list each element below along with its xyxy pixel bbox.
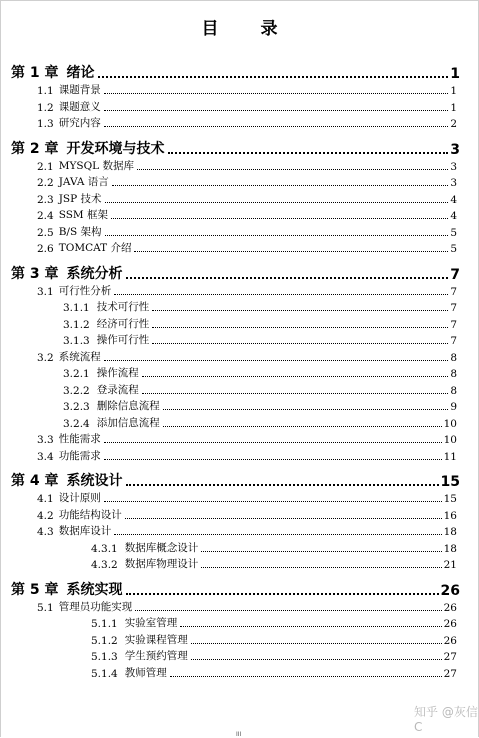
toc-entry[interactable] <box>0 599 479 614</box>
toc-entry-page: 21 <box>443 559 457 571</box>
toc-entry[interactable] <box>0 191 479 206</box>
toc-entry[interactable] <box>0 490 479 505</box>
toc-entry-number: 第 2 章 <box>11 140 59 157</box>
toc-entry-title: 性能需求 <box>58 433 101 445</box>
toc-entry-page: 26 <box>443 618 457 630</box>
toc-entry[interactable] <box>0 556 479 571</box>
dot-leader <box>168 152 449 154</box>
toc-entry[interactable] <box>0 240 479 255</box>
toc-entry-number: 2.5 <box>37 226 54 239</box>
toc-entry-title: B/S 架构 <box>58 225 102 238</box>
toc-entry-title: 实验课程管理 <box>124 633 188 646</box>
toc-entry-page: 26 <box>443 601 457 614</box>
toc-entry-title: 添加信息流程 <box>96 416 160 429</box>
toc-entry-page: 26 <box>440 582 460 599</box>
toc-entry[interactable] <box>0 632 479 647</box>
toc-entry-page: 8 <box>450 384 457 397</box>
toc-entry-page: 16 <box>443 509 457 522</box>
toc-entry-title: 课题意义 <box>58 100 101 113</box>
toc-entry-number: 4.3.1 <box>91 542 118 555</box>
toc-entry-title: 绪论 <box>66 65 95 81</box>
dot-leader <box>104 459 442 460</box>
toc-entry-title: 可行性分析 <box>58 284 112 297</box>
toc-entry-page: 27 <box>443 667 457 680</box>
toc-entry[interactable] <box>0 138 479 158</box>
toc-entry-page: 27 <box>443 651 457 663</box>
dot-leader <box>142 376 449 377</box>
dot-leader <box>137 169 448 170</box>
toc-entry[interactable] <box>0 62 479 82</box>
dot-leader <box>114 294 448 295</box>
toc-entry-number: 1.1 <box>37 85 54 97</box>
toc-entry-title: 经济可行性 <box>96 317 150 330</box>
dot-leader <box>152 310 448 311</box>
toc-entry-page: 8 <box>450 351 457 364</box>
toc-entry-page: 1 <box>450 101 457 114</box>
toc-entry[interactable] <box>0 263 479 283</box>
toc-entry-number: 2.1 <box>37 160 54 173</box>
toc-entry-number: 3.3 <box>37 434 54 446</box>
dot-leader <box>111 218 448 219</box>
toc-entry-page: 5 <box>450 243 457 255</box>
toc-entry-number: 第 1 章 <box>11 65 59 81</box>
toc-entry-title: 数据库设计 <box>58 525 112 537</box>
toc-entry[interactable] <box>0 365 479 380</box>
toc-entry-number: 5.1 <box>37 601 54 614</box>
toc-entry[interactable] <box>0 448 479 463</box>
toc-entry-title: SSM 框架 <box>58 209 108 221</box>
toc-entry-page: 1 <box>450 66 460 82</box>
dot-leader <box>105 202 449 203</box>
toc-entry-page: 26 <box>443 634 457 647</box>
toc-entry-number: 3.1 <box>37 285 54 298</box>
toc-entry-page: 11 <box>443 450 457 463</box>
toc-entry-number: 3.2.4 <box>63 417 90 430</box>
dot-leader <box>125 518 442 519</box>
toc-entry-number: 4.3.2 <box>91 559 118 571</box>
toc-entry[interactable] <box>0 431 479 446</box>
toc-entry-title: JAVA 语言 <box>58 176 109 188</box>
toc-entry[interactable] <box>0 207 479 222</box>
toc-entry-number: 4.3 <box>37 526 54 538</box>
toc-entry-title: 实验室管理 <box>124 617 178 629</box>
toc-entry-page: 9 <box>450 401 457 413</box>
dot-leader <box>191 659 442 660</box>
toc-entry-number: 4.2 <box>37 509 54 522</box>
toc-entry-page: 10 <box>443 417 457 430</box>
dot-leader <box>104 501 442 502</box>
toc-entry[interactable] <box>0 579 479 599</box>
toc-entry-number: 1.2 <box>37 101 54 114</box>
toc-entry-page: 4 <box>450 210 457 222</box>
toc-entry-number: 4.1 <box>37 493 54 505</box>
dot-leader <box>170 676 442 677</box>
toc-entry-number: 5.1.3 <box>91 651 118 663</box>
toc-entry-title: 系统分析 <box>66 265 123 282</box>
toc-entry-number: 3.2 <box>37 351 54 364</box>
toc-entry-number: 第 3 章 <box>11 265 59 282</box>
toc-entry-title: 登录流程 <box>96 383 139 396</box>
dot-leader <box>98 76 449 78</box>
dot-leader <box>104 442 442 443</box>
toc-entry[interactable] <box>0 665 479 680</box>
toc-entry-page: 3 <box>450 141 460 158</box>
toc-entry-number: 2.3 <box>37 193 54 206</box>
dot-leader <box>201 567 441 568</box>
dot-leader <box>152 343 448 344</box>
toc-entry-page: 4 <box>450 193 457 206</box>
dot-leader <box>152 327 448 328</box>
dot-leader <box>104 110 449 111</box>
toc-entry-page: 18 <box>443 526 457 538</box>
toc-entry-title: 数据库物理设计 <box>124 558 199 570</box>
toc-entry-number: 3.2.3 <box>63 401 90 413</box>
toc-entry[interactable] <box>0 332 479 347</box>
toc-entry-title: 技术可行性 <box>96 301 150 313</box>
toc-entry-title: 系统实现 <box>66 581 123 598</box>
toc-entry-title: 研究内容 <box>58 117 101 129</box>
toc-entry-number: 3.1.1 <box>63 302 90 314</box>
toc-entry-number: 1.3 <box>37 118 54 130</box>
page-number-footer: III <box>236 731 242 738</box>
toc-entry-title: 设计原则 <box>58 492 101 504</box>
toc-entry-title: 课题背景 <box>58 84 101 96</box>
toc-entry[interactable] <box>0 316 479 331</box>
toc-entry-title: 管理员功能实现 <box>58 600 133 613</box>
toc-entry-page: 7 <box>450 318 457 331</box>
toc-entry[interactable] <box>0 158 479 173</box>
dot-leader <box>163 409 449 410</box>
toc-entry[interactable] <box>0 299 479 314</box>
toc-entry-page: 10 <box>443 434 457 446</box>
toc-entry-page: 15 <box>440 474 460 490</box>
toc-entry-title: 功能需求 <box>58 449 101 462</box>
dot-leader <box>201 551 441 552</box>
toc-entry[interactable] <box>0 648 479 663</box>
toc-entry-page: 15 <box>443 493 457 505</box>
toc-entry-number: 3.1.3 <box>63 335 90 347</box>
toc-entry-page: 18 <box>443 542 457 555</box>
toc-entry-page: 8 <box>450 368 457 380</box>
dot-leader <box>191 643 442 644</box>
toc-entry[interactable] <box>0 174 479 189</box>
toc-entry-title: 数据库概念设计 <box>124 541 199 554</box>
dot-leader <box>114 534 441 535</box>
dot-leader <box>126 484 439 486</box>
page-top-border <box>0 0 479 1</box>
toc-entry-title: 教师管理 <box>124 666 167 679</box>
toc-entry-page: 5 <box>450 226 457 239</box>
toc-entry[interactable] <box>0 415 479 430</box>
toc-entry-page: 7 <box>450 266 460 283</box>
dot-leader <box>112 185 449 186</box>
toc-entry[interactable] <box>0 224 479 239</box>
toc-entry[interactable] <box>0 82 479 97</box>
dot-leader <box>180 626 441 627</box>
toc-entry-title: 学生预约管理 <box>124 650 188 662</box>
toc-entry-number: 2.4 <box>37 210 54 222</box>
dot-leader <box>104 93 449 94</box>
toc-entry-title: JSP 技术 <box>58 192 102 205</box>
toc-entry-page: 2 <box>450 118 457 130</box>
dot-leader <box>142 393 449 394</box>
toc-entry-title: 开发环境与技术 <box>66 140 165 157</box>
toc-entry-number: 2.6 <box>37 243 54 255</box>
toc-title: 目 录 <box>201 19 296 39</box>
dot-leader <box>105 235 449 236</box>
toc-entry[interactable] <box>0 283 479 298</box>
toc-entry[interactable] <box>0 115 479 130</box>
toc-entry[interactable] <box>0 398 479 413</box>
toc-entry[interactable] <box>0 615 479 630</box>
toc-entry[interactable] <box>0 523 479 538</box>
dot-leader <box>104 360 449 361</box>
dot-leader <box>134 251 448 252</box>
toc-entry-title: 删除信息流程 <box>96 400 160 412</box>
toc-entry[interactable] <box>0 540 479 555</box>
toc-entry-title: 系统流程 <box>58 350 101 363</box>
toc-entry-number: 第 5 章 <box>11 581 59 598</box>
toc-entry-number: 3.2.2 <box>63 384 90 397</box>
toc-entry-number: 3.1.2 <box>63 318 90 331</box>
toc-entry-title: 系统设计 <box>66 473 123 489</box>
toc-entry-number: 5.1.2 <box>91 634 118 647</box>
dot-leader <box>104 126 449 127</box>
toc-entry[interactable] <box>0 470 479 490</box>
dot-leader <box>126 277 449 279</box>
toc-entry[interactable] <box>0 507 479 522</box>
toc-entry[interactable] <box>0 99 479 114</box>
toc-entry-page: 3 <box>450 160 457 173</box>
dot-leader <box>135 610 441 611</box>
dot-leader <box>126 593 439 595</box>
toc-entry-number: 2.2 <box>37 177 54 189</box>
toc-entry-number: 3.4 <box>37 450 54 463</box>
watermark: 知乎 @灰信C <box>414 705 478 734</box>
toc-entry-page: 7 <box>450 302 457 314</box>
toc-entry-number: 第 4 章 <box>11 473 59 489</box>
toc-entry-number: 5.1.1 <box>91 618 118 630</box>
toc-entry[interactable] <box>0 349 479 364</box>
toc-entry-page: 3 <box>450 177 457 189</box>
toc-entry-title: MYSQL 数据库 <box>58 159 134 172</box>
toc-entry-page: 1 <box>450 85 457 97</box>
toc-entry[interactable] <box>0 382 479 397</box>
toc-entry-number: 3.2.1 <box>63 368 90 380</box>
toc-entry-number: 5.1.4 <box>91 667 118 680</box>
dot-leader <box>163 426 442 427</box>
toc-entry-title: 操作流程 <box>96 367 139 379</box>
toc-entry-title: 功能结构设计 <box>58 508 122 521</box>
toc-entry-page: 7 <box>450 285 457 298</box>
toc-entry-page: 7 <box>450 335 457 347</box>
toc-entry-title: TOMCAT 介绍 <box>58 242 132 254</box>
toc-entry-title: 操作可行性 <box>96 334 150 346</box>
